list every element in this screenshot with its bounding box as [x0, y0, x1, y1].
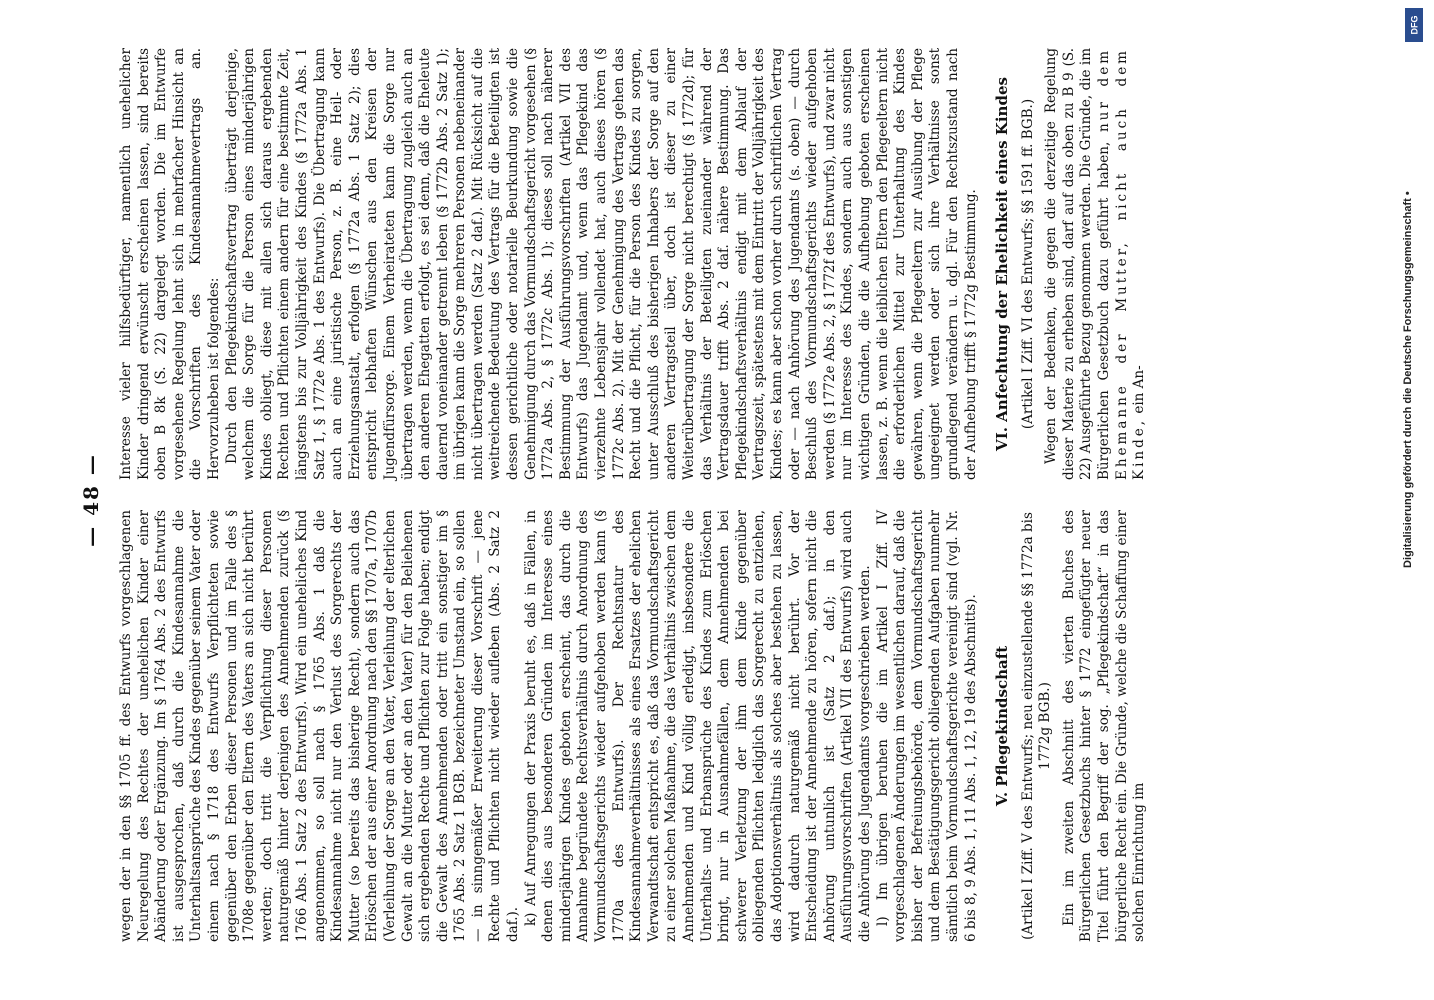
section-heading-pflegekindschaft: V. Pflegekindschaft [993, 645, 1012, 807]
paragraph-text: ein An- [1131, 365, 1148, 414]
section-subheading: (Artikel I Ziff. VI des Entwurfs; §§ 1591 ff. BGB.) [1019, 98, 1036, 430]
dfg-credit-strip [1402, 8, 1428, 568]
section-subheading: (Artikel I Ziff. V des Entwurfs; neu einzustellende §§ 1772a bis 1772g BGB.) [1019, 512, 1054, 940]
section-heading-anfechtung: VI. Anfechtung der Ehelichkeit eines Kindes [993, 77, 1012, 451]
right-column [118, 48, 1149, 480]
spaced-emphasis: nur dem Ehemanne der Mutter, nicht auch dem Kinde, [1096, 48, 1148, 480]
paragraph: Interesse vieler hilfsbedürftiger, namentlich unehelicher Kinder dringend erwünscht erscheinen lassen, sind bereits oben B 8k (S. 22) dargelegt worden. Die im Entwurfe vorgesehene Regelung lehnt sich in mehrfacher Hinsicht an die Vorschriften des Kindesannahmevertrags an. Hervorzuheben ist folgendes: [118, 48, 222, 480]
paragraph: Ein im zweiten Abschnitt des vierten Buches des Bürgerlichen Gesetzbuchs hinter § 1772 eingefügter neuer Titel führt den Begriff der sog. „Pflegekindschaft“ in das bürgerliche Recht ein. Die Gründe, welche die Schaffung einer solchen Einrichtung im [1060, 510, 1148, 942]
paragraph: k) Auf Anregungen der Praxis beruht es, daß in Fällen, in denen dies aus besonderen Gründen im Interesse eines minderjährigen Kindes geboten erscheint, das durch die Annahme begründete Rechtsverhältnis durch Anordnung des Vormundschaftsgerichts wieder aufgehoben werden kann (§ 1770a des Entwurfs). Der Rechtsnatur des Kindesannahmeverhältnisses als eines Ersatzes der ehelichen Verwandtschaft entspricht es, daß das Vormundschaftsgericht zu einer solchen Maßnahme, die das Verhältnis zwischen dem Annehmenden und Kind völlig erledigt, insbesondere die Unterhalts- und Erbansprüche des Kindes zum Erlöschen bringt, nur in Ausnahmefällen, dem Annehmenden bei schwerer Verletzung der ihm dem Kinde gegenüber obliegenden Pflichten lediglich das Sorgerecht zu entziehen, das Adoptionsverhältnis als solches aber bestehen zu lassen, wird dadurch naturgemäß nicht berührt. Vor der Entscheidung ist der Annehmende zu hören, sofern nicht die Anhörung untunlich ist (Satz 2 daf.); in den Ausführungsvorschriften (Artikel VII des Entwurfs) wird auch die Anhörung des Jugendamts vorgeschrieben werden. [522, 510, 873, 942]
paragraph: Durch den Pflegekindschaftsvertrag überträgt derjenige, welchem die Sorge für die Person eines minderjährigen Kindes obliegt, diese mit allen sich daraus ergebenden Rechten und Pflichten einem andern für eine bestimmte Zeit, längstens bis zur Volljährigkeit des Kindes (§ 1772a Abs. 1 Satz 1, § 1772e Abs. 1 des Entwurfs). Die Übertragung kann auch an eine juristische Person, z. B. eine Heil- oder Erziehungsanstalt, erfolgen (§ 1772a Abs. 1 Satz 2); dies entspricht lebhaften Wünschen aus den Kreisen der Jugendfürsorge. Einem Verheirateten kann die Sorge nur übertragen werden, wenn die Übertragung zugleich auch an den anderen Ehegatten erfolgt, es sei denn, daß die Eheleute dauernd voneinander getrennt leben (§ 1772b Abs. 2 Satz 1); im übrigen kann die Sorge mehreren Personen nebeneinander nicht übertragen werden (Satz 2 daf.). Mit Rücksicht auf die weitreichende Bedeutung des Vertrags für die Beteiligten ist dessen gerichtliche oder notarielle Beurkundung sowie die Genehmigung durch das Vormundschaftsgericht vorgesehen (§ 1772a Abs. 2, § 1772c Abs. 1); dieses soll nach näherer Bestimmung der Ausführungsvorschriften (Artikel VII des Entwurfs) das Jugendamt und, wenn das Pflegekind das vierzehnte Lebensjahr vollendet hat, auch dieses hören (§ 1772c Abs. 2). Mit der Genehmigung des Vertrags gehen das Recht und die Pflicht, für die Person des Kindes zu sorgen, unter Ausschluß des bisherigen Inhabers der Sorge auf den anderen Vertragsteil über, doch ist dieser zu einer Weiterübertragung der Sorge nicht berechtigt (§ 1772d); für das Verhältnis der Beteiligten zueinander während der Vertragsdauer trifft Abs. 2 daf. nähere Bestimmung. Das Pflegekindschaftsverhältnis endigt mit dem Ablauf der Vertragszeit, spätestens mit dem Eintritt der Volljährigkeit des Kindes; es kann aber schon vorher durch schriftlichen Vertrag oder — nach Anhörung des Jugendamts (s. oben) — durch Beschluß des Vormundschaftsgerichts wieder aufgehoben werden (§ 1772e Abs. 2, § 1772f des Entwurfs), und zwar nicht nur im Interesse des Kindes, sondern auch aus sonstigen wichtigen Gründen, die die Aufhebung geboten erscheinen lassen, z. B. wenn die leiblichen Eltern den Pflegeeltern nicht die erforderlichen Mittel zur Unterhaltung des Kindes gewähren, wenn die Pflegeeltern zur Ausübung der Pflege ungeeignet werden oder sich ihre Verhältnisse sonst grundlegend verändern u. dgl. Für den Rechtszustand nach der Aufhebung trifft § 1772g Bestimmung. [223, 48, 979, 480]
dfg-credit-text: Digitalisierung gefördert durch die Deutsche Forschungsgemeinschaft • [1402, 191, 1414, 568]
paragraph: l) Im übrigen beruhen die im Artikel I Ziff. IV vorgeschlagenen Änderungen im wesentlichen darauf, daß die bisher der Befreiungsbehörde, dem Vormundschaftsgericht und dem Bestätigungsgericht obliegenden Aufgaben nunmehr sämtlich beim Vormundschaftsgerichte vereinigt sind (vgl. Nr. 6 bis 8, 9 Abs. 1, 11 Abs. 1, 12, 19 des Abschnitts). [874, 510, 979, 942]
paragraph: wegen der in den §§ 1705 ff. des Entwurfs vorgeschlagenen Neuregelung des Rechtes der unehelichen Kinder einer Abänderung oder Ergänzung. Im § 1764 Abs. 2 des Entwurfs ist ausgesprochen, daß durch die Kindesannahme die Unterhaltsansprüche des Kindes gegenüber seinem Vater oder einem nach § 1718 des Entwurfs Verpflichteten sowie gegenüber den Erben dieser Personen und im Falle des § 1708e gegenüber den Eltern des Vaters an sich nicht berührt werden; doch tritt die Verpflichtung dieser Personen naturgemäß hinter derjenigen des Annehmenden zurück (§ 1766 Abs. 1 Satz 2 des Entwurfs). Wird ein uneheliches Kind angenommen, so soll nach § 1765 Abs. 1 daß die Kindesannahme nicht nur den Verlust des Sorgerechts der Mutter (so bereits das bisherige Recht), sondern auch das Erlöschen der aus einer Anordnung nach den §§ 1707a, 1707b (Verleihung der Sorge an den Vater, Verleihung der elterlichen Gewalt an die Mutter oder an den Vater) für den Beliehenen sich ergebenden Rechte und Pflichten zur Folge haben; endigt die Gewalt des Annehmenden oder tritt ein sonstiger im § 1765 Abs. 2 Satz 1 BGB. bezeichneter Umstand ein, so sollen — in sinngemäßer Erweiterung dieser Vorschrift — jene Rechte und Pflichten nicht wieder aufleben (Abs. 2 Satz 2 daf.). [118, 510, 522, 942]
left-column [118, 510, 1149, 942]
paragraph [1043, 48, 1149, 480]
dfg-logo-text: DFG [1409, 15, 1419, 35]
dfg-logo [1405, 8, 1423, 42]
paragraph-text: Wegen der Bedenken, die gegen die derzeitige Regelung dieser Materie zu erheben sind, darf auf das oben zu B 9 (S. 22) Ausgeführte Bezug genommen werden. Die Gründe, die im Bürgerlichen Gesetzbuch dazu geführt haben, [1043, 48, 1113, 480]
page-number: — 48 — [79, 453, 103, 547]
